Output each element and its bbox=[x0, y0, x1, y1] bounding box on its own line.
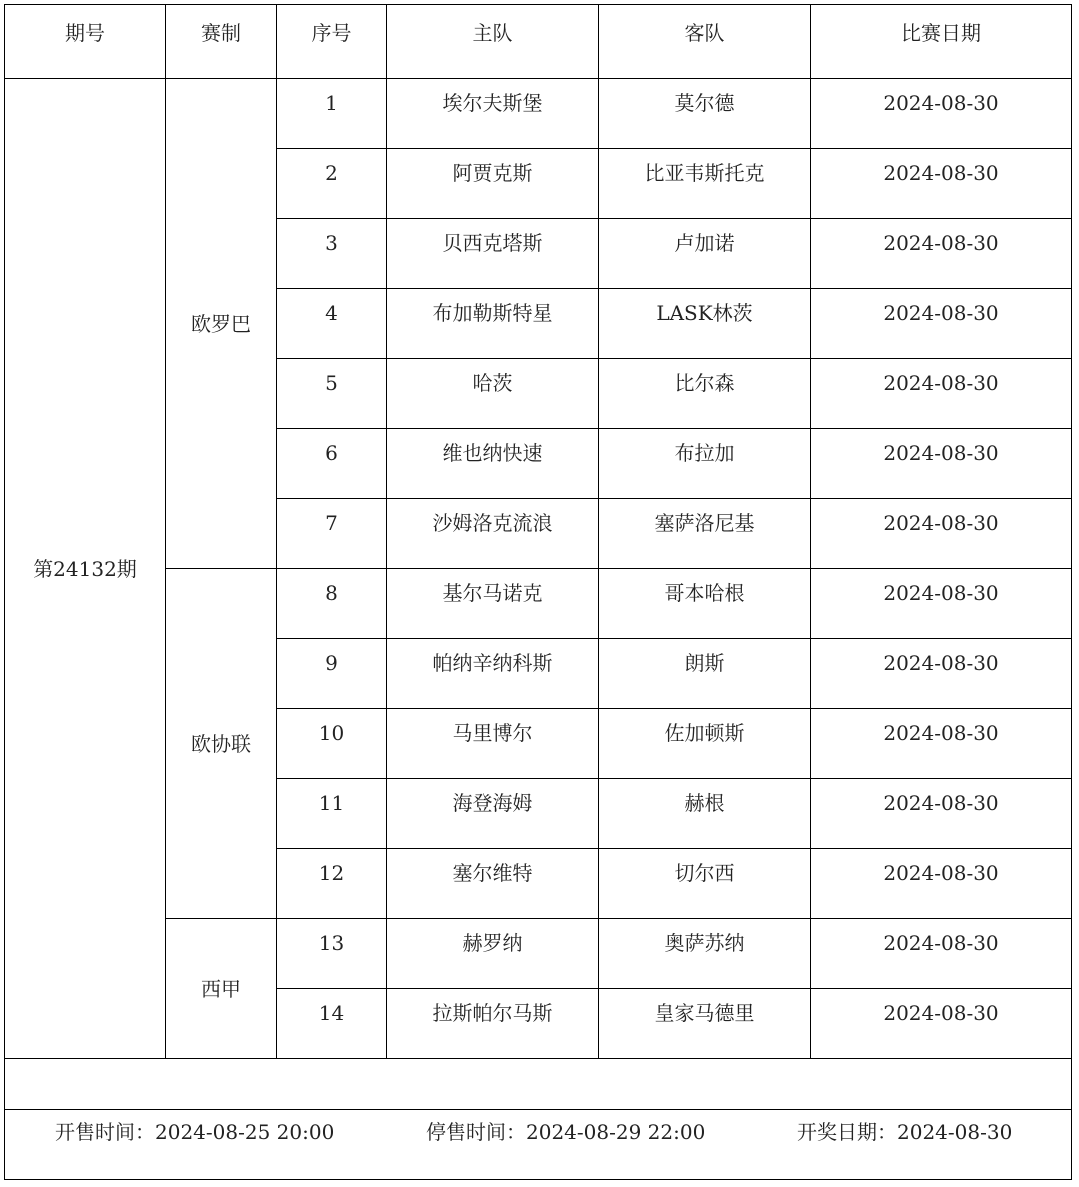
header-home-team: 主队 bbox=[387, 5, 599, 79]
match-number-cell: 1 bbox=[277, 79, 387, 149]
match-number-cell: 2 bbox=[277, 149, 387, 219]
header-row bbox=[5, 5, 1072, 79]
home-team-cell: 贝西克塔斯 bbox=[387, 219, 599, 289]
match-date-cell: 2024-08-30 bbox=[811, 149, 1072, 219]
away-team-cell: 布拉加 bbox=[599, 429, 811, 499]
match-number-cell: 4 bbox=[277, 289, 387, 359]
header-away-team: 客队 bbox=[599, 5, 811, 79]
away-team-cell: 比尔森 bbox=[599, 359, 811, 429]
away-team-cell: 奥萨苏纳 bbox=[599, 919, 811, 989]
away-team-cell: 佐加顿斯 bbox=[599, 709, 811, 779]
table-row bbox=[5, 569, 1072, 639]
match-date-cell: 2024-08-30 bbox=[811, 849, 1072, 919]
header-competition: 赛制 bbox=[166, 5, 277, 79]
away-team-cell: 赫根 bbox=[599, 779, 811, 849]
match-date-cell: 2024-08-30 bbox=[811, 79, 1072, 149]
match-number-cell: 12 bbox=[277, 849, 387, 919]
match-date-cell: 2024-08-30 bbox=[811, 919, 1072, 989]
match-date-cell: 2024-08-30 bbox=[811, 569, 1072, 639]
header-number: 序号 bbox=[277, 5, 387, 79]
blank-cell bbox=[5, 1059, 1072, 1110]
away-team-cell: 比亚韦斯托克 bbox=[599, 149, 811, 219]
match-number-cell: 5 bbox=[277, 359, 387, 429]
away-team-cell: 皇家马德里 bbox=[599, 989, 811, 1059]
home-team-cell: 沙姆洛克流浪 bbox=[387, 499, 599, 569]
match-number-cell: 9 bbox=[277, 639, 387, 709]
match-number-cell: 6 bbox=[277, 429, 387, 499]
home-team-cell: 埃尔夫斯堡 bbox=[387, 79, 599, 149]
header-issue: 期号 bbox=[5, 5, 166, 79]
away-team-cell: 哥本哈根 bbox=[599, 569, 811, 639]
home-team-cell: 布加勒斯特星 bbox=[387, 289, 599, 359]
home-team-cell: 帕纳辛纳科斯 bbox=[387, 639, 599, 709]
home-team-cell: 阿贾克斯 bbox=[387, 149, 599, 219]
match-number-cell: 8 bbox=[277, 569, 387, 639]
blank-row bbox=[5, 1059, 1072, 1110]
home-team-cell: 马里博尔 bbox=[387, 709, 599, 779]
away-team-cell: 朗斯 bbox=[599, 639, 811, 709]
away-team-cell: 塞萨洛尼基 bbox=[599, 499, 811, 569]
competition-cell: 西甲 bbox=[166, 919, 277, 1059]
away-team-cell: 切尔西 bbox=[599, 849, 811, 919]
issue-cell: 第24132期 bbox=[5, 79, 166, 1059]
home-team-cell: 拉斯帕尔马斯 bbox=[387, 989, 599, 1059]
match-date-cell: 2024-08-30 bbox=[811, 219, 1072, 289]
header-match-date: 比赛日期 bbox=[811, 5, 1072, 79]
match-date-cell: 2024-08-30 bbox=[811, 429, 1072, 499]
footer-row bbox=[5, 1110, 1072, 1180]
competition-cell: 欧罗巴 bbox=[166, 79, 277, 569]
match-date-cell: 2024-08-30 bbox=[811, 359, 1072, 429]
competition-cell: 欧协联 bbox=[166, 569, 277, 919]
draw-date: 开奖日期：2024-08-30 bbox=[797, 1120, 1013, 1144]
home-team-cell: 塞尔维特 bbox=[387, 849, 599, 919]
match-number-cell: 13 bbox=[277, 919, 387, 989]
match-number-cell: 7 bbox=[277, 499, 387, 569]
table-row bbox=[5, 919, 1072, 989]
match-number-cell: 11 bbox=[277, 779, 387, 849]
away-team-cell: LASK林茨 bbox=[599, 289, 811, 359]
sale-start-time: 开售时间：2024-08-25 20:00 bbox=[55, 1120, 335, 1144]
match-rows bbox=[5, 79, 1072, 1180]
match-date-cell: 2024-08-30 bbox=[811, 989, 1072, 1059]
home-team-cell: 哈茨 bbox=[387, 359, 599, 429]
home-team-cell: 基尔马诺克 bbox=[387, 569, 599, 639]
home-team-cell: 赫罗纳 bbox=[387, 919, 599, 989]
match-number-cell: 14 bbox=[277, 989, 387, 1059]
table-row bbox=[5, 79, 1072, 149]
match-number-cell: 3 bbox=[277, 219, 387, 289]
away-team-cell: 卢加诺 bbox=[599, 219, 811, 289]
home-team-cell: 海登海姆 bbox=[387, 779, 599, 849]
match-schedule-table bbox=[4, 4, 1072, 1180]
match-number-cell: 10 bbox=[277, 709, 387, 779]
footer-cell bbox=[5, 1110, 1072, 1180]
away-team-cell: 莫尔德 bbox=[599, 79, 811, 149]
sale-stop-time: 停售时间：2024-08-29 22:00 bbox=[426, 1120, 706, 1144]
home-team-cell: 维也纳快速 bbox=[387, 429, 599, 499]
match-date-cell: 2024-08-30 bbox=[811, 289, 1072, 359]
match-date-cell: 2024-08-30 bbox=[811, 499, 1072, 569]
match-date-cell: 2024-08-30 bbox=[811, 779, 1072, 849]
match-date-cell: 2024-08-30 bbox=[811, 709, 1072, 779]
match-date-cell: 2024-08-30 bbox=[811, 639, 1072, 709]
